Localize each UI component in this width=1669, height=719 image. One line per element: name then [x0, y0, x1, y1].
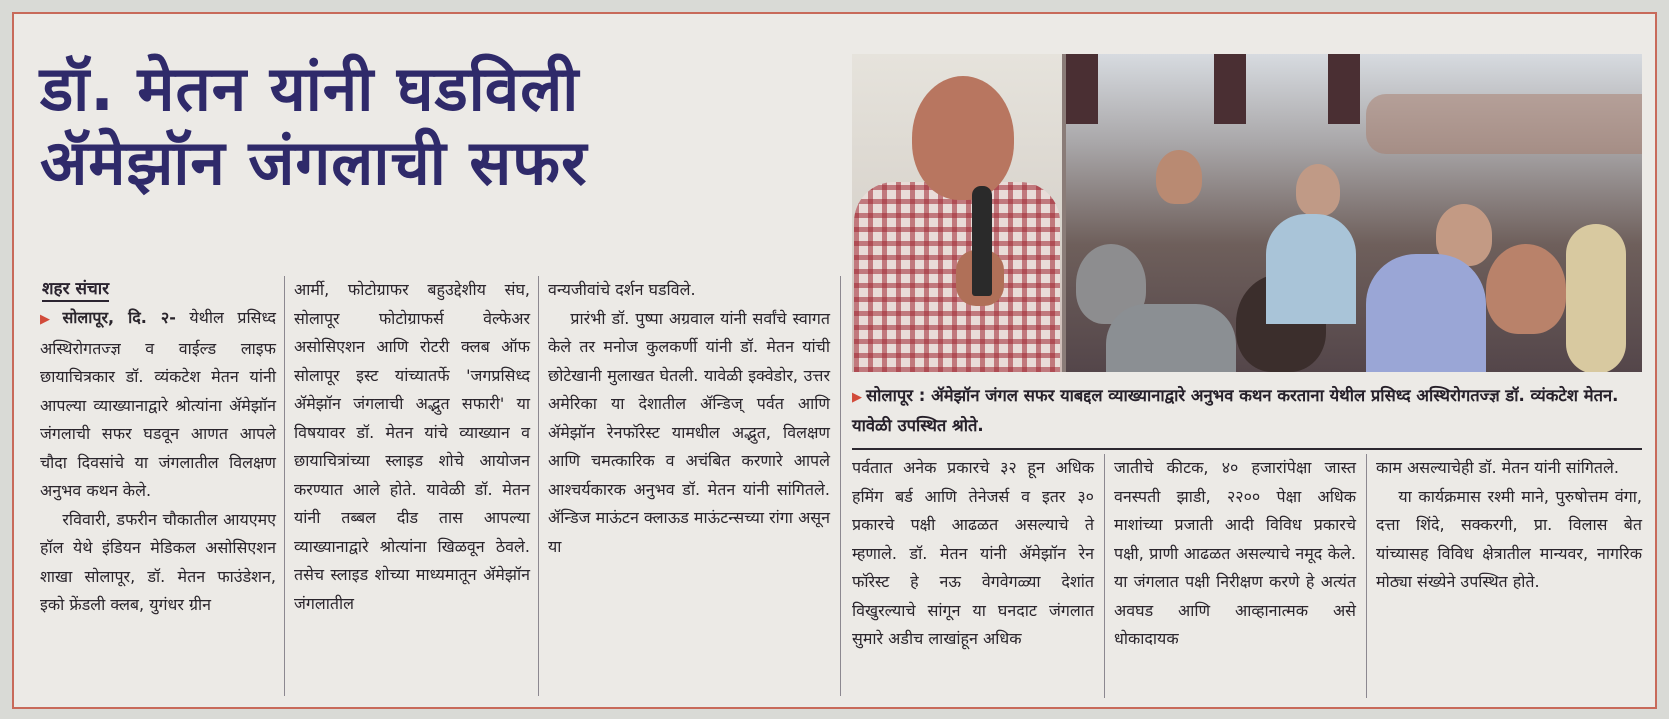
- article-paragraph: या कार्यक्रमास रश्मी माने, पुरुषोत्तम वंगा, दत्ता शिंदे, सक्करगी, प्रा. विलास बेत यांच्यासह विविध क्षेत्रातील मान्यवर, नागरिक मोठ्या संख्येने उपस्थित होते.: [1376, 486, 1642, 591]
- headline-line-2: ॲमेझॉन जंगलाची सफर: [40, 126, 588, 199]
- article-paragraph: काम असल्याचेही डॉ. मेतन यांनी सांगितले.: [1376, 458, 1619, 477]
- article-column-2: [294, 276, 530, 618]
- headline-line-1: डॉ. मेतन यांनी घडविली: [40, 52, 580, 125]
- article-paragraph: आर्मी, फोटोग्राफर बहुउद्देशीय संघ, सोलापूर फोटोग्राफर्स वेल्फेअर असोसिएशन आणि रोटरी क्लब ऑफ सोलापूर इस्ट यांच्यातर्फे 'जगप्रसिध्द ॲमेझॉन जंगलाची अद्भुत सफारी' या विषयावर डॉ. मेतन यांचे व्याख्यान व छायाचित्रांच्या स्लाइड शोचे आयोजन करण्यात आले होते. यावेळी डॉ. मेतन यांनी तब्बल दीड तास आपल्या व्याख्यानाद्वारे श्रोत्यांना खिळवून ठेवले. तसेच स्लाइड शोच्या माध्यमातून ॲमेझॉन जंगलातील: [294, 280, 530, 613]
- column-divider: [284, 276, 285, 696]
- byline: शहर संचार: [42, 276, 109, 302]
- photo-caption: [852, 382, 1652, 440]
- article-column-4: [852, 454, 1094, 654]
- article-column-3: [548, 276, 830, 561]
- article-paragraph: प्रारंभी डॉ. पुष्पा अग्रवाल यांनी सर्वांचे स्वागत केले तर मनोज कुलकर्णी यांनी डॉ. मेतन यांची छोटेखानी मुलाखत घेतली. यावेळी इक्वेडोर, उत्तर अमेरिका या देशातील ॲन्डिज् पर्वत आणि ॲमेझॉन रेनफॉरेस्ट यामधील अद्भुत, विलक्षण आणि चमत्कारिक व अचंबित करणारे आपले आश्चर्यकारक अनुभव डॉ. मेतन यांनी सांगितले. ॲन्डिज माऊंटन क्लाऊड माऊंटन्सच्या रांगा असून या: [548, 308, 830, 556]
- article-paragraph: वन्यजीवांचे दर्शन घडविले.: [548, 280, 696, 299]
- headline: [40, 52, 840, 200]
- paragraph-text: येथील प्रसिध्द अस्थिरोगतज्ज्ञ व वाईल्ड लाइफ छायाचित्रकार डॉ. व्यंकटेश मेतन यांनी आपल्या व्याख्यानाद्वारे श्रोत्यांना ॲमेझॉन जंगलाची सफर घडवून आणत आपले चौदा दिवसांचे या जंगलातील विलक्षण अनुभव कथन केले.: [40, 308, 276, 500]
- dateline-arrow-icon: ▶: [40, 312, 59, 327]
- event-photo: [852, 54, 1642, 372]
- article-paragraph: जातीचे कीटक, ४० हजारांपेक्षा जास्त वनस्पती झाडी, २२०० पेक्षा अधिक माशांच्या प्रजाती आदी विविध प्रकारचे पक्षी, प्राणी आढळत असल्याचे नमूद केले. या जंगलात पक्षी निरीक्षण करणे हे अत्यंत अवघड आणि आव्हानात्मक असे धोकादायक: [1114, 458, 1356, 648]
- audience-image: [1066, 54, 1642, 372]
- caption-text: ॲमेझॉन जंगल सफर याबद्दल व्याख्यानाद्वारे अनुभव कथन करताना येथील प्रसिध्द अस्थिरोगतज्ज्ञ डॉ. व्यंकटेश मेतन. यावेळी उपस्थित श्रोते.: [852, 386, 1619, 435]
- column-divider: [840, 276, 841, 696]
- caption-arrow-icon: ▶: [852, 390, 862, 405]
- article-column-6: [1376, 454, 1642, 597]
- article-paragraph: रविवारी, डफरीन चौकातील आयएमए हॉल येथे इंडियन मेडिकल असोसिएशन शाखा सोलापूर, डॉ. मेतन फाउंडेशन, इको फ्रेंडली क्लब, युगंधर ग्रीन: [40, 509, 276, 614]
- dateline: सोलापूर, दि. २-: [62, 308, 176, 327]
- caption-place: सोलापूर :: [866, 386, 926, 405]
- article-column-1: [40, 304, 276, 620]
- microphone-icon: [972, 186, 992, 296]
- speaker-image: [852, 54, 1062, 372]
- article-paragraph: [40, 304, 276, 506]
- article-column-5: [1114, 454, 1356, 654]
- column-divider: [1366, 454, 1367, 698]
- article-paragraph: पर्वतात अनेक प्रकारचे ३२ हून अधिक हमिंग बर्ड आणि तेनेजर्स व इतर ३० प्रकारचे पक्षी आढळत असल्याचे ते म्हणाले. डॉ. मेतन यांनी ॲमेझॉन रेन फॉरेस्ट हे नऊ वेगवेगळ्या देशांत विखुरल्याचे सांगून या घनदाट जंगलात सुमारे अडीच लाखांहून अधिक: [852, 458, 1094, 648]
- newspaper-clipping: [12, 12, 1657, 709]
- caption-divider: [852, 448, 1642, 450]
- column-divider: [538, 276, 539, 696]
- column-divider: [1104, 454, 1105, 698]
